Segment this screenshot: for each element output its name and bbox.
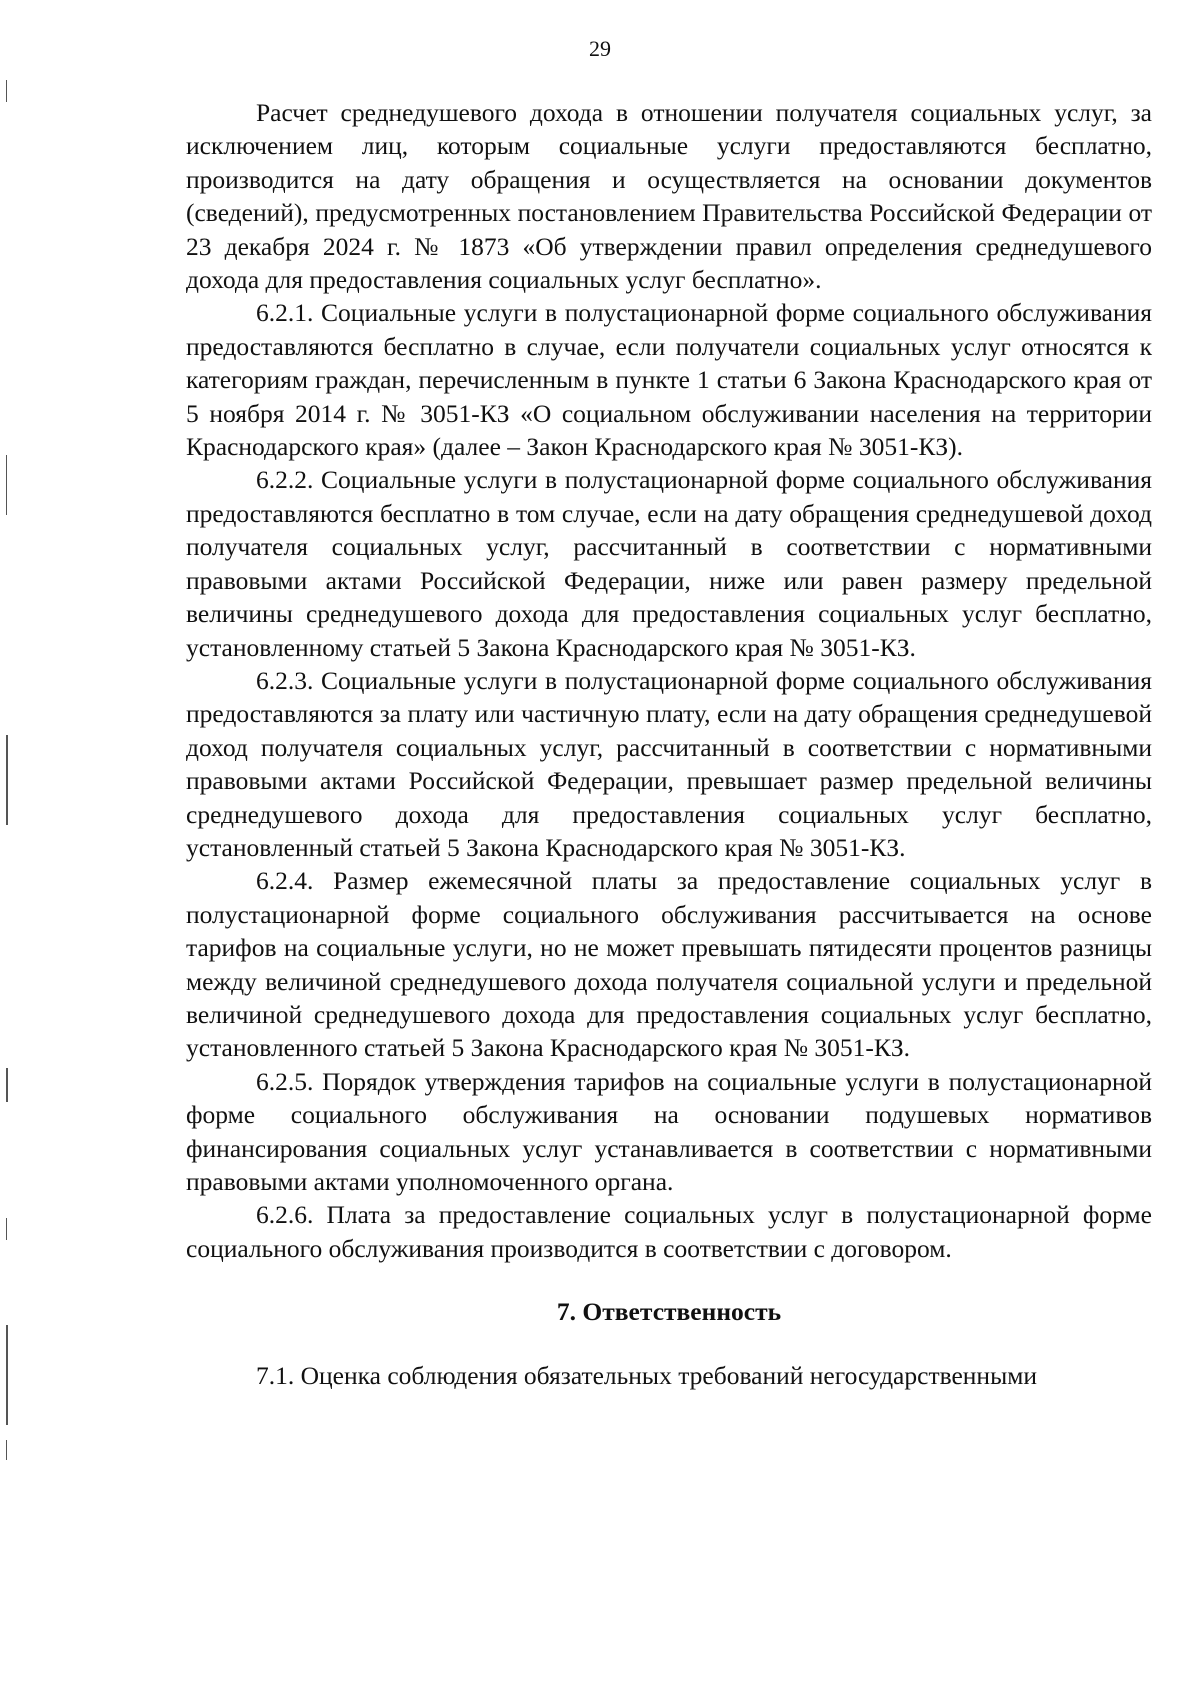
paragraph-7-1: 7.1. Оценка соблюдения обязательных требований негосударственными	[256, 1360, 1037, 1390]
page-number: 29	[589, 36, 611, 61]
paragraph-6-2-4: 6.2.4. Размер ежемесячной платы за предоставление социальных услуг в полустационарной форме социального обслуживания рассчитывается на основе тарифов на социальные услуги, но не может превышать пятидесяти процентов разницы между величиной среднедушевого дохода получателя социальной услуги и предельной величиной среднедушевого дохода для предоставления социальных услуг бесплатно, установленного статьей 5 Закона Краснодарского края № 3051-КЗ.	[186, 866, 1152, 1063]
scan-margin-marks	[0, 0, 14, 1697]
scan-mark	[6, 1325, 8, 1425]
scan-mark	[6, 455, 7, 515]
document-body	[186, 96, 1152, 1392]
scan-mark	[6, 80, 7, 102]
paragraph-6-2-3: 6.2.3. Социальные услуги в полустационарной форме социального обслуживания предоставляются за плату или частичную плату, если на дату обращения среднедушевой доход получателя социальных услуг, рассчитанный в соответствии с нормативными правовыми актами Российской Федерации, превышает размер предельной величины среднедушевого дохода для предоставления социальных услуг бесплатно, установленный статьей 5 Закона Краснодарского края № 3051-КЗ.	[186, 665, 1152, 862]
paragraph-income-calculation: Расчет среднедушевого дохода в отношении получателя социальных услуг, за исключением лиц, которым социальные услуги предоставляются бесплатно, производится на дату обращения и осуществляется на основании документов (сведений), предусмотренных постановлением Правительства Российской Федерации от 23 декабря 2024 г. № 1873 «Об утверждении правил определения среднедушевого дохода для предоставления социальных услуг бесплатно».	[186, 98, 1152, 295]
paragraph-6-2-6: 6.2.6. Плата за предоставление социальных услуг в полустационарной форме социального обслуживания производится в соответствии с договором.	[186, 1200, 1152, 1263]
paragraph-6-2-5: 6.2.5. Порядок утверждения тарифов на социальные услуги в полустационарной форме социального обслуживания на основании подушевых нормативов финансирования социальных услуг устанавливается в соответствии с нормативными правовыми актами уполномоченного органа.	[186, 1066, 1152, 1196]
scan-mark	[6, 1440, 7, 1460]
scan-mark	[6, 735, 8, 825]
paragraph-6-2-2: 6.2.2. Социальные услуги в полустационарной форме социального обслуживания предоставляются бесплатно в том случае, если на дату обращения среднедушевой доход получателя социальных услуг, рассчитанный в соответствии с нормативными правовыми актами Российской Федерации, ниже или равен размеру предельной величины среднедушевого дохода для предоставления социальных услуг бесплатно, установленному статьей 5 Закона Краснодарского края № 3051-КЗ.	[186, 465, 1152, 662]
scan-mark	[6, 1218, 7, 1240]
section-heading: 7. Ответственность	[556, 1297, 782, 1327]
scan-mark	[6, 1068, 8, 1102]
paragraph-6-2-1: 6.2.1. Социальные услуги в полустационарной форме социального обслуживания предоставляются бесплатно в случае, если получатели социальных услуг относятся к категориям граждан, перечисленным в пункте 1 статьи 6 Закона Краснодарского края от 5 ноября 2014 г. № 3051-КЗ «О социальном обслуживании населения на территории Краснодарского края» (далее – Закон Краснодарского края № 3051-КЗ).	[186, 298, 1152, 462]
